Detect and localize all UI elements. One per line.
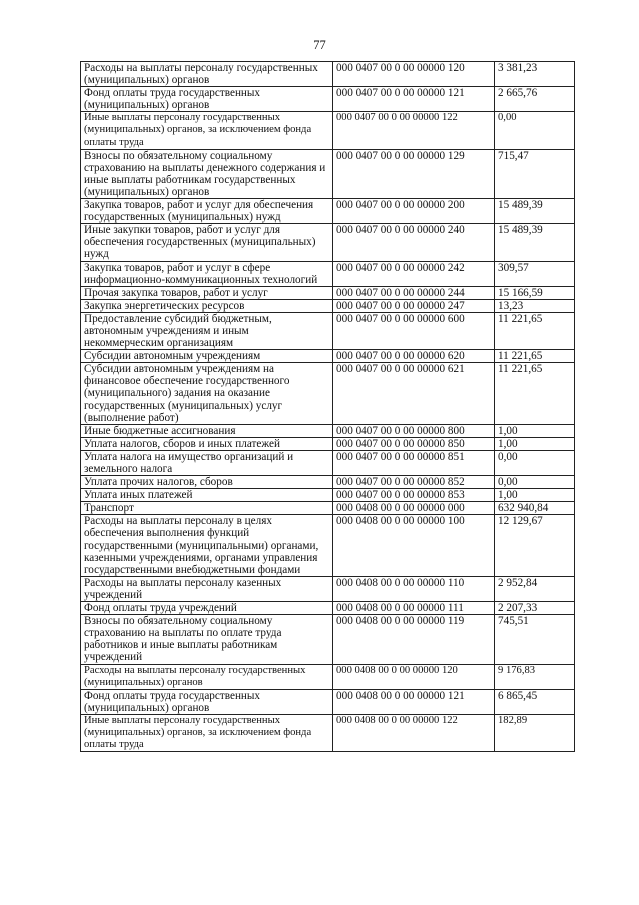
table-row: [81, 199, 575, 224]
row-code: 000 0408 00 0 00 00000 121: [333, 689, 495, 714]
table-row: [81, 437, 575, 450]
row-code: 000 0407 00 0 00 00000 129: [333, 149, 495, 198]
row-name: Фонд оплаты труда государственных (муниципальных) органов: [81, 87, 333, 112]
table-row: [81, 261, 575, 286]
row-sum: 632 940,84: [495, 502, 575, 515]
table-row: [81, 363, 575, 424]
row-code: 000 0407 00 0 00 00000 853: [333, 489, 495, 502]
row-name: Транспорт: [81, 502, 333, 515]
row-code: 000 0407 00 0 00 00000 620: [333, 350, 495, 363]
row-code: 000 0407 00 0 00 00000 121: [333, 87, 495, 112]
row-sum: 182,89: [495, 714, 575, 751]
row-name: Фонд оплаты труда государственных (муниципальных) органов: [81, 689, 333, 714]
row-code: 000 0407 00 0 00 00000 850: [333, 437, 495, 450]
row-name: Иные закупки товаров, работ и услуг для обеспечения государственных (муниципальных) нужд: [81, 224, 333, 261]
row-name: Иные бюджетные ассигнования: [81, 424, 333, 437]
table-row: [81, 576, 575, 601]
table-row: [81, 424, 575, 437]
row-sum: 0,00: [495, 450, 575, 475]
row-code: 000 0407 00 0 00 00000 600: [333, 312, 495, 349]
table-row: [81, 689, 575, 714]
row-name: Уплата иных платежей: [81, 489, 333, 502]
table-row: [81, 664, 575, 689]
table-row: [81, 286, 575, 299]
row-code: 000 0408 00 0 00 00000 120: [333, 664, 495, 689]
table-row: [81, 489, 575, 502]
row-sum: 15 489,39: [495, 199, 575, 224]
row-code: 000 0408 00 0 00 00000 122: [333, 714, 495, 751]
row-code: 000 0408 00 0 00 00000 111: [333, 602, 495, 615]
row-sum: 2 207,33: [495, 602, 575, 615]
row-sum: 11 221,65: [495, 312, 575, 349]
table-row: [81, 112, 575, 149]
row-code: 000 0407 00 0 00 00000 851: [333, 450, 495, 475]
row-name: Закупка энергетических ресурсов: [81, 299, 333, 312]
table-row: [81, 602, 575, 615]
row-name: Расходы на выплаты персоналу казенных учреждений: [81, 576, 333, 601]
row-code: 000 0408 00 0 00 00000 119: [333, 615, 495, 664]
table-row: [81, 149, 575, 198]
table-row: [81, 615, 575, 664]
row-name: Уплата налогов, сборов и иных платежей: [81, 437, 333, 450]
row-sum: 6 865,45: [495, 689, 575, 714]
page-number: 77: [313, 38, 326, 52]
row-sum: 1,00: [495, 424, 575, 437]
table-row: [81, 515, 575, 576]
row-name: Субсидии автономным учреждениям на финансовое обеспечение государственного (муниципального) задания на оказание государственных (муниципальных) услуг (выполнение работ): [81, 363, 333, 424]
row-name: Иные выплаты персоналу государственных (муниципальных) органов, за исключением фонда оплаты труда: [81, 714, 333, 751]
row-code: 000 0407 00 0 00 00000 122: [333, 112, 495, 149]
table-row: [81, 87, 575, 112]
row-sum: 2 952,84: [495, 576, 575, 601]
table-row: [81, 312, 575, 349]
row-sum: 1,00: [495, 489, 575, 502]
row-code: 000 0408 00 0 00 00000 100: [333, 515, 495, 576]
row-name: Уплата налога на имущество организаций и земельного налога: [81, 450, 333, 475]
row-name: Закупка товаров, работ и услуг для обеспечения государственных (муниципальных) нужд: [81, 199, 333, 224]
row-code: 000 0407 00 0 00 00000 247: [333, 299, 495, 312]
row-name: Взносы по обязательному социальному страхованию на выплаты денежного содержания и иные выплаты работникам государственных (муниципальных) органов: [81, 149, 333, 198]
table-row: [81, 476, 575, 489]
row-sum: 15 166,59: [495, 286, 575, 299]
row-sum: 715,47: [495, 149, 575, 198]
row-name: Субсидии автономным учреждениям: [81, 350, 333, 363]
row-name: Закупка товаров, работ и услуг в сфере информационно-коммуникационных технологий: [81, 261, 333, 286]
row-sum: 309,57: [495, 261, 575, 286]
row-code: 000 0407 00 0 00 00000 852: [333, 476, 495, 489]
budget-table-body: [81, 62, 575, 752]
row-sum: 745,51: [495, 615, 575, 664]
row-sum: 12 129,67: [495, 515, 575, 576]
row-sum: 15 489,39: [495, 224, 575, 261]
row-code: 000 0407 00 0 00 00000 242: [333, 261, 495, 286]
row-code: 000 0408 00 0 00 00000 110: [333, 576, 495, 601]
row-name: Расходы на выплаты персоналу государственных (муниципальных) органов: [81, 62, 333, 87]
table-row: [81, 350, 575, 363]
row-name: Прочая закупка товаров, работ и услуг: [81, 286, 333, 299]
row-sum: 1,00: [495, 437, 575, 450]
row-sum: 11 221,65: [495, 363, 575, 424]
table-row: [81, 224, 575, 261]
budget-table: [80, 61, 575, 752]
row-sum: 13,23: [495, 299, 575, 312]
row-code: 000 0407 00 0 00 00000 120: [333, 62, 495, 87]
table-row: [81, 299, 575, 312]
table-row: [81, 714, 575, 751]
table-row: [81, 62, 575, 87]
row-name: Иные выплаты персоналу государственных (муниципальных) органов, за исключением фонда оплаты труда: [81, 112, 333, 149]
row-sum: 2 665,76: [495, 87, 575, 112]
row-code: 000 0407 00 0 00 00000 244: [333, 286, 495, 299]
row-code: 000 0407 00 0 00 00000 800: [333, 424, 495, 437]
row-code: 000 0407 00 0 00 00000 621: [333, 363, 495, 424]
row-code: 000 0407 00 0 00 00000 200: [333, 199, 495, 224]
row-name: Уплата прочих налогов, сборов: [81, 476, 333, 489]
row-sum: 0,00: [495, 112, 575, 149]
row-code: 000 0407 00 0 00 00000 240: [333, 224, 495, 261]
row-sum: 0,00: [495, 476, 575, 489]
row-sum: 3 381,23: [495, 62, 575, 87]
row-code: 000 0408 00 0 00 00000 000: [333, 502, 495, 515]
table-row: [81, 502, 575, 515]
row-sum: 11 221,65: [495, 350, 575, 363]
row-name: Предоставление субсидий бюджетным, автономным учреждениям и иным некоммерческим организациям: [81, 312, 333, 349]
row-name: Расходы на выплаты персоналу в целях обеспечения выполнения функций государственными (муниципальными) органами, казенными учреждениями, органами управления государственными внебюджетными фондами: [81, 515, 333, 576]
row-name: Взносы по обязательному социальному страхованию на выплаты по оплате труда работников и иные выплаты работникам учреждений: [81, 615, 333, 664]
row-name: Фонд оплаты труда учреждений: [81, 602, 333, 615]
table-row: [81, 450, 575, 475]
row-sum: 9 176,83: [495, 664, 575, 689]
row-name: Расходы на выплаты персоналу государственных (муниципальных) органов: [81, 664, 333, 689]
